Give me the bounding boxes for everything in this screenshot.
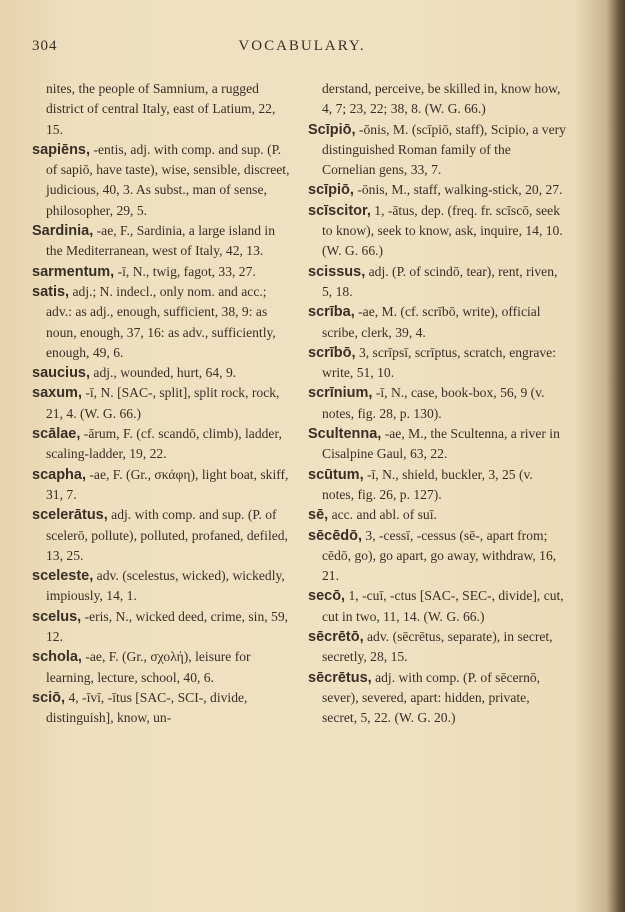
dictionary-entry <box>32 688 290 729</box>
entry-headword: secō, <box>308 588 346 605</box>
entry-definition: -ae, F. (Gr., σκάφη), light boat, skiff, 31, 7. <box>46 466 289 502</box>
entry-headword: sciō, <box>32 689 66 706</box>
dictionary-entry <box>32 140 290 221</box>
dictionary-entry <box>308 201 566 262</box>
entry-definition: 1, -cuī, -ctus [SAC-, SEC-, divide], cut, cut in two, 11, 14. (W. G. 66.) <box>322 588 564 624</box>
entry-definition: -ī, N. [SAC-, split], split rock, rock, 21, 4. (W. G. 66.) <box>46 385 280 421</box>
entry-definition: adv. (sēcrētus, separate), in secret, secretly, 28, 15. <box>322 629 553 665</box>
dictionary-entry <box>32 424 290 465</box>
entry-definition: -ī, N., case, book-box, 56, 9 (v. notes, fig. 28, p. 130). <box>322 385 545 421</box>
entry-headword: saucius, <box>32 365 91 382</box>
entry-headword: sēcrētō, <box>308 629 364 646</box>
entry-headword: sēcēdō, <box>308 527 362 544</box>
entry-headword: Scīpiō, <box>308 121 356 138</box>
page-header <box>32 38 572 58</box>
entry-definition: adj. with comp. (P. of sēcernō, sever), severed, apart: hidden, private, secret, 5, 22. (W. G. 20.) <box>322 669 541 726</box>
entry-definition: adj., wounded, hurt, 64, 9. <box>90 365 237 381</box>
entry-headword: sē, <box>308 507 329 524</box>
right-column <box>308 79 566 729</box>
entry-headword: sapiēns, <box>32 141 91 158</box>
dictionary-entry <box>308 180 566 200</box>
entry-definition: adj.; N. indecl., only nom. and acc.; adv.: as adj., enough, sufficient, 38, 9: as noun, enough, 37, 16: as adv., sufficiently, enough, 49, 6. <box>46 283 276 360</box>
entry-definition: 4, -īvī, -ītus [SAC-, SCI-, divide, distinguish], know, un- <box>46 689 248 726</box>
dictionary-entry <box>32 221 290 262</box>
entry-definition: nites, the people of Samnium, a rugged district of central Italy, east of Latium, 22, 15. <box>46 81 276 137</box>
entry-definition: -ae, F. (Gr., σχολή), leisure for learning, lecture, school, 40, 6. <box>46 649 251 685</box>
left-column <box>32 79 290 729</box>
entry-headword: Scultenna, <box>308 426 382 443</box>
dictionary-entry <box>308 120 566 181</box>
running-head: VOCABULARY. <box>238 38 366 54</box>
entry-definition: -ōnis, M., staff, walking-stick, 20, 27. <box>353 182 563 198</box>
entry-definition: -ae, M., the Scultenna, a river in Cisalpine Gaul, 63, 22. <box>322 426 560 462</box>
dictionary-entry <box>308 668 566 729</box>
dictionary-entry <box>308 302 566 343</box>
dictionary-entry <box>32 505 290 566</box>
dictionary-entry <box>308 343 566 384</box>
dictionary-entry <box>32 607 290 648</box>
entry-headword: scissus, <box>308 263 366 280</box>
entry-headword: scālae, <box>32 426 81 443</box>
entry-headword: sarmentum, <box>32 263 115 280</box>
entry-headword: scrībō, <box>308 344 356 361</box>
entry-headword: satis, <box>32 283 70 300</box>
entry-definition: 1, -ātus, dep. (freq. fr. scīscō, seek to know), seek to know, ask, inquire, 14, 10. (W. G. 66.) <box>322 202 563 259</box>
entry-definition: derstand, perceive, be skilled in, know how, 4, 7; 23, 22; 38, 8. (W. G. 66.) <box>322 81 561 117</box>
dictionary-entry <box>308 262 566 303</box>
entry-definition: -ōnis, M. (scīpiō, staff), Scipio, a very distinguished Roman family of the Cornelian gens, 33, 7. <box>322 121 566 178</box>
entry-headword: scīpiō, <box>308 182 354 199</box>
dictionary-entry <box>32 79 290 140</box>
entry-headword: schola, <box>32 649 82 666</box>
entry-headword: scapha, <box>32 466 86 483</box>
dictionary-entry <box>308 586 566 627</box>
dictionary-entry <box>32 566 290 607</box>
entry-headword: scrība, <box>308 304 355 321</box>
entry-headword: scrīnium, <box>308 385 373 402</box>
dictionary-entry <box>308 383 566 424</box>
dictionary-entry <box>308 526 566 587</box>
dictionary-entry <box>308 424 566 465</box>
dictionary-entry <box>32 647 290 688</box>
dictionary-entry <box>308 505 566 525</box>
entry-headword: scūtum, <box>308 466 364 483</box>
entry-definition: adj. (P. of scindō, tear), rent, riven, 5, 18. <box>322 263 558 299</box>
entry-definition: -ī, N., shield, buckler, 3, 25 (v. notes, fig. 26, p. 127). <box>322 466 533 502</box>
entry-headword: sceleste, <box>32 568 94 585</box>
entry-headword: scelerātus, <box>32 507 108 524</box>
page-number: 304 <box>32 38 58 54</box>
dictionary-entry <box>32 383 290 424</box>
entry-definition: adj. with comp. and sup. (P. of scelerō, pollute), polluted, profaned, defiled, 13, 25. <box>46 507 288 563</box>
entry-definition: -entis, adj. with comp. and sup. (P. of sapiō, have taste), wise, sensible, discreet, judicious, 40, 3. As subst., man of sense, philosopher, 29, 5. <box>46 141 290 218</box>
dictionary-entry <box>308 627 566 668</box>
dictionary-entry <box>308 79 566 120</box>
entry-definition: -ī, N., twig, fagot, 33, 27. <box>114 263 256 279</box>
dictionary-entry <box>308 465 566 506</box>
entry-definition: -eris, N., wicked deed, crime, sin, 59, 12. <box>46 608 289 645</box>
entry-headword: sēcrētus, <box>308 669 372 686</box>
entry-definition: acc. and abl. of suī. <box>328 507 437 523</box>
entry-headword: scelus, <box>32 608 82 625</box>
dictionary-entry <box>32 363 290 383</box>
entry-headword: scīscitor, <box>308 202 371 219</box>
entry-definition: adv. (scelestus, wicked), wickedly, impiously, 14, 1. <box>46 568 285 604</box>
entry-definition: 3, -cessī, -cessus (sē-, apart from; cēdō, go), go apart, go away, withdraw, 16, 21. <box>322 527 557 584</box>
dictionary-entry <box>32 262 290 282</box>
entry-definition: -ae, F., Sardinia, a large island in the Mediterranean, west of Italy, 42, 13. <box>46 223 275 259</box>
entry-definition: -ae, M. (cf. scrībō, write), official scribe, clerk, 39, 4. <box>322 304 541 340</box>
entry-definition: 3, scrīpsī, scrīptus, scratch, engrave: write, 51, 10. <box>322 344 556 381</box>
entry-headword: Sardinia, <box>32 223 94 240</box>
entry-definition: -ārum, F. (cf. scandō, climb), ladder, scaling-ladder, 19, 22. <box>46 426 282 462</box>
dictionary-entry <box>32 465 290 506</box>
entry-headword: saxum, <box>32 385 82 402</box>
dictionary-entry <box>32 282 290 363</box>
